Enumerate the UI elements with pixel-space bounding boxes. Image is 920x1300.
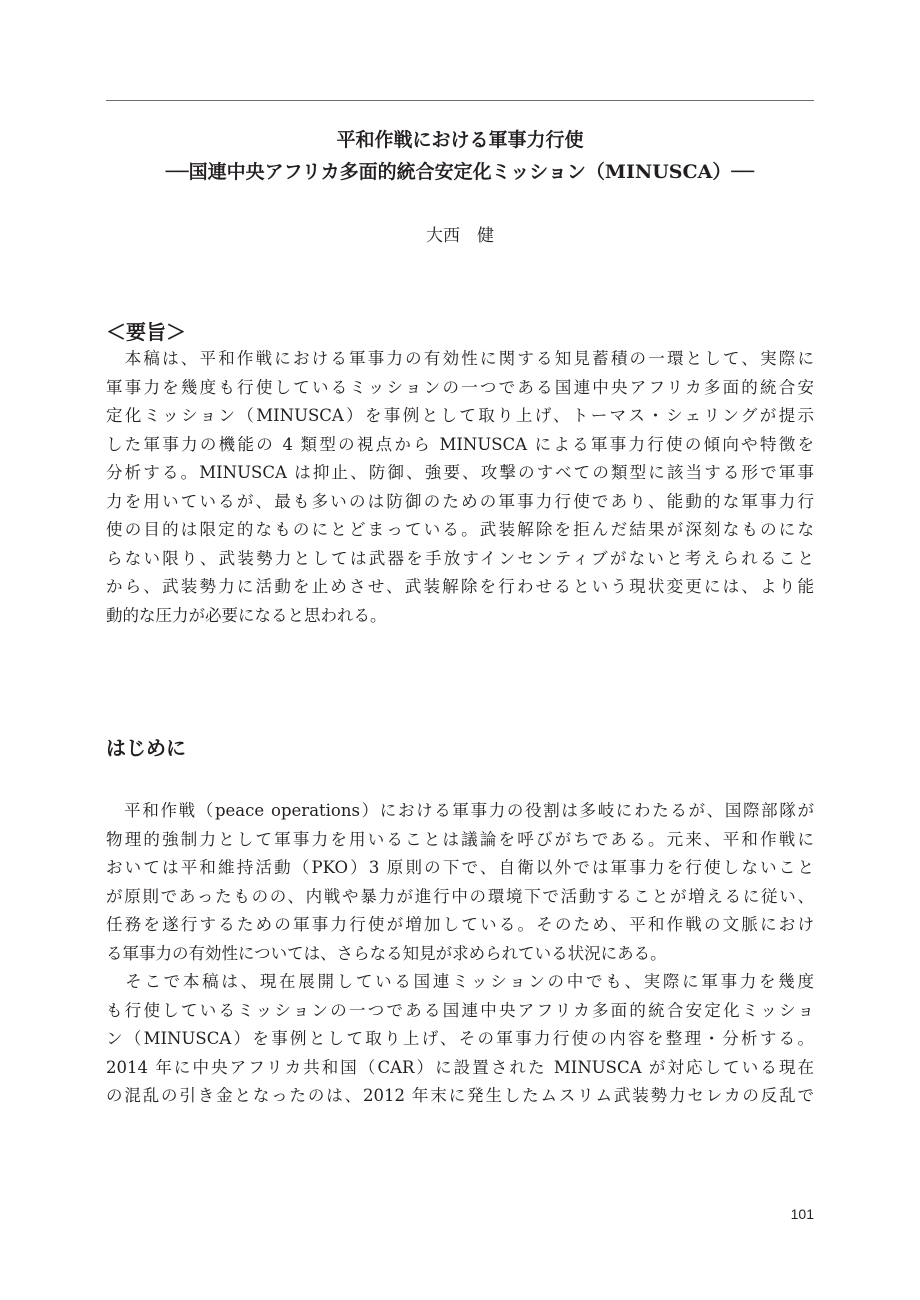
abstract-body bbox=[106, 345, 814, 630]
introduction-body bbox=[106, 797, 814, 1111]
intro-line: ン（MINUSCA）を事例として取り上げ、その軍事力行使の内容を整理・分析する。 bbox=[106, 1029, 814, 1048]
intro-line: 物理的強制力として軍事力を用いることは議論を呼びがちである。元来、平和作戦に bbox=[106, 829, 814, 849]
intro-line: 2014 年に中央アフリカ共和国（CAR）に設置された MINUSCA が対応している現在 bbox=[106, 1057, 814, 1077]
abstract-line: 力を用いているが、最も多いのは防御のための軍事力行使であり、能動的な軍事力行 bbox=[106, 491, 815, 511]
abstract-line: した軍事力の機能の 4 類型の視点から MINUSCA による軍事力行使の傾向や特徴を bbox=[106, 434, 814, 454]
intro-line: そこで本稿は、現在展開している国連ミッションの中でも、実際に軍事力を幾度 bbox=[106, 972, 814, 991]
abstract-line: 定化ミッション（MINUSCA）を事例として取り上げ、トーマス・シェリングが提示 bbox=[106, 406, 814, 425]
paper-subtitle: ──国連中央アフリカ多面的統合安定化ミッション（MINUSCA）── bbox=[165, 161, 755, 183]
abstract-line: らない限り、武装勢力としては武器を手放すインセンティブがないと考えられること bbox=[106, 548, 814, 568]
title-block bbox=[106, 124, 814, 188]
abstract-line: 使の目的は限定的なものにとどまっている。武装解除を拒んだ結果が深刻なものにな bbox=[106, 520, 814, 539]
intro-line: おいては平和維持活動（PKO）3 原則の下で、自衛以外では軍事力を行使しないこと bbox=[106, 858, 814, 877]
page-number: 101 bbox=[790, 1206, 814, 1222]
intro-line: 平和作戦（peace operations）における軍事力の役割は多岐にわたるが、国際部隊が bbox=[106, 801, 814, 820]
section-heading-introduction: はじめに bbox=[106, 736, 186, 760]
abstract-line: 動的な圧力が必要になると思われる。 bbox=[106, 605, 387, 625]
intro-line: の混乱の引き金となったのは、2012 年末に発生したムスリム武装勢力セレカの反乱で bbox=[106, 1086, 814, 1105]
header-rule bbox=[106, 100, 814, 101]
abstract-heading: ＜要旨＞ bbox=[106, 320, 186, 344]
abstract-line: 本稿は、平和作戦における軍事力の有効性に関する知見蓄積の一環として、実際に bbox=[106, 349, 814, 368]
intro-line: 任務を遂行するための軍事力行使が増加している。そのため、平和作戦の文脈におけ bbox=[106, 915, 814, 934]
abstract-line: から、武装勢力に活動を止めさせ、武装解除を行わせるという現状変更には、より能 bbox=[106, 577, 814, 596]
intro-line: も行使しているミッションの一つである国連中央アフリカ多面的統合安定化ミッショ bbox=[106, 1000, 814, 1020]
intro-line: る軍事力の有効性については、さらなる知見が求められている状況にある。 bbox=[106, 943, 667, 963]
paper-title: 平和作戦における軍事力行使 bbox=[336, 129, 584, 151]
intro-line: が原則であったものの、内戦や暴力が進行中の環境下で活動することが増えるに従い、 bbox=[106, 886, 814, 906]
abstract-line: 軍事力を幾度も行使しているミッションの一つである国連中央アフリカ多面的統合安 bbox=[106, 377, 814, 397]
author-name: 大西 健 bbox=[426, 226, 494, 246]
abstract-line: 分析する。MINUSCA は抑止、防御、強要、攻撃のすべての類型に該当する形で軍事 bbox=[106, 463, 814, 482]
